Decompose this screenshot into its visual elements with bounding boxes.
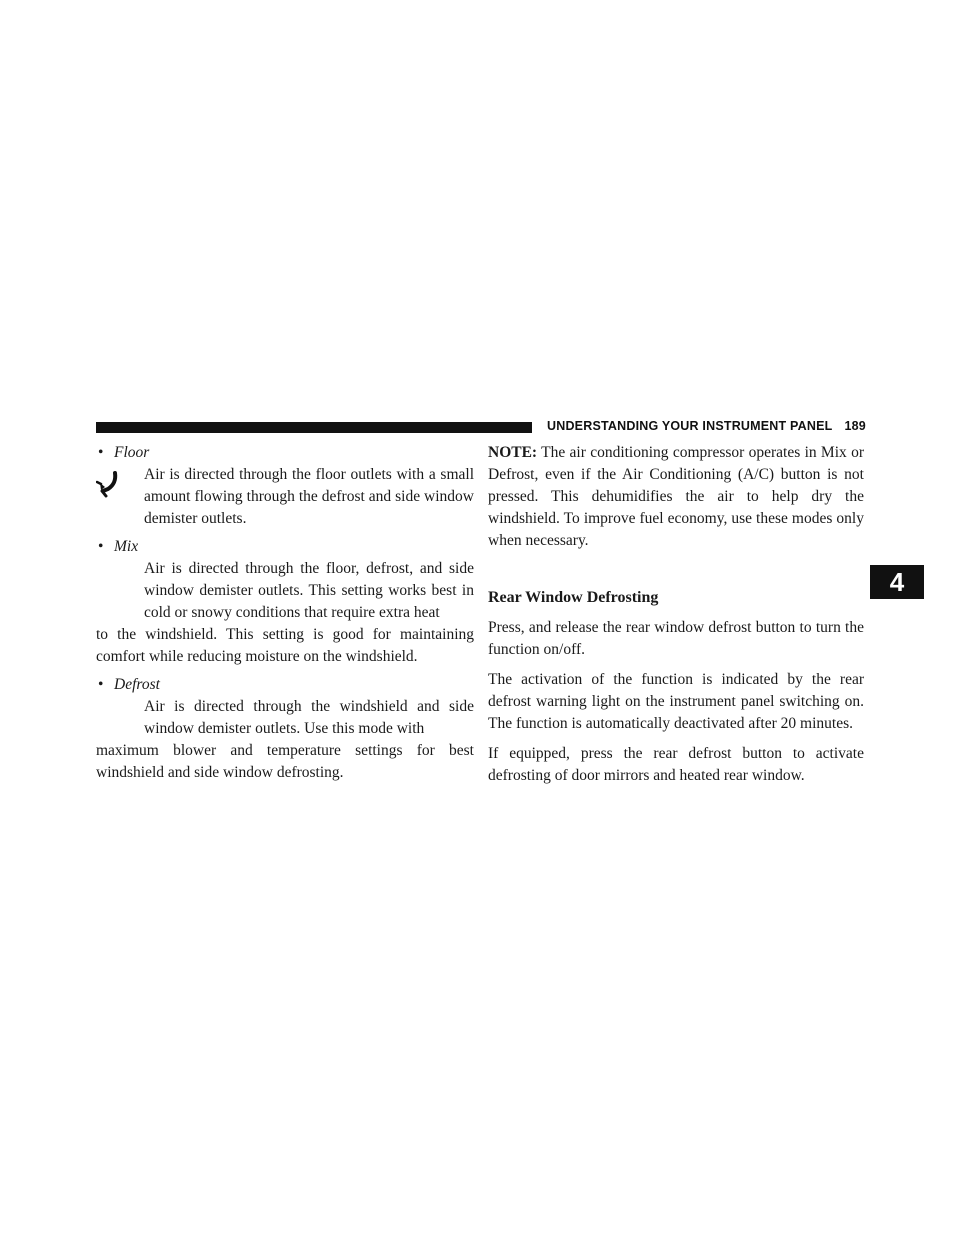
mix-description: Air is directed through the floor, defrost, and side window demister outlets. This setting works best in cold or snowy conditions that require extra heat (144, 560, 474, 621)
defrost-description-continued: maximum blower and temperature settings for best windshield and side window defrosting. (96, 742, 474, 781)
right-column (488, 442, 864, 795)
header-rule (96, 422, 532, 433)
note-paragraph (488, 442, 864, 552)
defrost-title: • Defrost (96, 674, 474, 696)
left-column (96, 442, 474, 790)
mode-floor (96, 442, 474, 530)
rear-defrost-paragraph: The activation of the function is indicated by the rear defrost warning light on the instrument panel switching on. The function is automatically deactivated after 20 minutes. (488, 671, 864, 732)
note-label: NOTE: (488, 444, 538, 461)
mode-mix (96, 536, 474, 668)
floor-airflow-icon (96, 470, 126, 498)
page-number: 189 (844, 419, 866, 433)
floor-title: • Floor (96, 442, 474, 464)
rear-window-defrosting-heading: Rear Window Defrosting (488, 589, 659, 606)
mode-defrost (96, 674, 474, 784)
mix-description-continued: to the windshield. This setting is good for maintaining comfort while reducing moisture on the windshield. (96, 626, 474, 665)
floor-description: Air is directed through the floor outlets with a small amount flowing through the defrost and side window demister outlets. (144, 466, 474, 527)
chapter-tab: 4 (870, 565, 924, 599)
note-text: The air conditioning compressor operates in Mix or Defrost, even if the Air Conditioning (A/C) button is not pressed. This dehumidifies the air to help dry the windshield. To improve fuel economy, use these modes only when necessary. (488, 444, 864, 549)
floor-row (96, 464, 474, 530)
section-title: UNDERSTANDING YOUR INSTRUMENT PANEL (547, 419, 833, 433)
defrost-description: Air is directed through the windshield and side window demister outlets. Use this mode with (144, 698, 474, 737)
rear-defrost-paragraph: Press, and release the rear window defrost button to turn the function on/off. (488, 619, 864, 658)
rear-defrost-paragraph: If equipped, press the rear defrost button to activate defrosting of door mirrors and heated rear window. (488, 745, 864, 784)
mix-title: • Mix (96, 536, 474, 558)
running-header (547, 419, 866, 433)
